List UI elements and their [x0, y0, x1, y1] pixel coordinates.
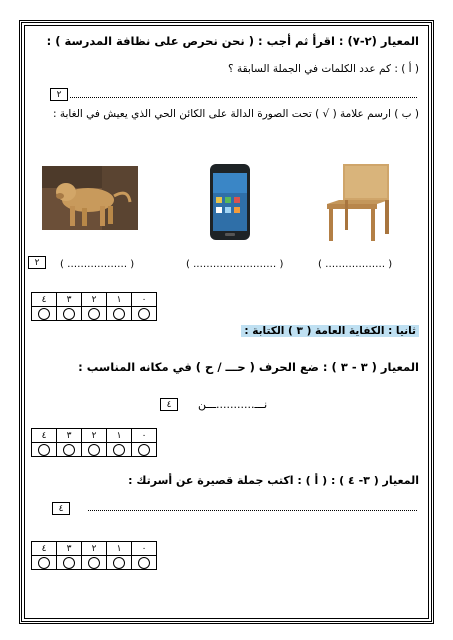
- rubric-value: ١: [107, 429, 132, 443]
- rubric-table-3: [31, 541, 157, 570]
- circle-option-icon[interactable]: [138, 308, 150, 320]
- rubric-value: ٤: [32, 429, 57, 443]
- blank-lion[interactable]: ( ……………… ): [60, 259, 135, 270]
- rubric-value: ٢: [82, 293, 107, 307]
- circle-option-icon[interactable]: [113, 444, 125, 456]
- rubric-option[interactable]: [107, 307, 132, 321]
- rubric-option[interactable]: [82, 443, 107, 457]
- circle-option-icon[interactable]: [63, 444, 75, 456]
- rubric-value: ٠: [132, 542, 157, 556]
- rubric-table-1: [31, 292, 157, 321]
- circle-option-icon[interactable]: [63, 557, 75, 569]
- answer-line-family[interactable]: [88, 510, 417, 511]
- circle-option-icon[interactable]: [63, 308, 75, 320]
- rubric-option[interactable]: [107, 443, 132, 457]
- question-a: ( أ ) : كم عدد الكلمات في الجملة السابقة ؟: [228, 63, 419, 75]
- rubric-option[interactable]: [132, 443, 157, 457]
- rubric-value: ٤: [32, 293, 57, 307]
- rubric-option[interactable]: [82, 556, 107, 570]
- rubric-option[interactable]: [132, 556, 157, 570]
- rubric-option[interactable]: [132, 307, 157, 321]
- circle-option-icon[interactable]: [113, 308, 125, 320]
- score-box-section2: ٤: [160, 398, 178, 411]
- circle-option-icon[interactable]: [38, 444, 50, 456]
- circle-option-icon[interactable]: [138, 557, 150, 569]
- chair-image[interactable]: [321, 162, 395, 242]
- rubric-value: ٤: [32, 542, 57, 556]
- rubric-value: ٠: [132, 429, 157, 443]
- rubric-value: ٢: [82, 429, 107, 443]
- word-fill-blank[interactable]: نـــ...........ـــن: [198, 398, 268, 411]
- rubric-option[interactable]: [57, 556, 82, 570]
- standard-heading-3-4: المعيار ( ٣- ٤ ) : ( أ ) : اكتب جملة قصيرة عن أسرتك :: [128, 474, 419, 487]
- circle-option-icon[interactable]: [38, 308, 50, 320]
- rubric-value: ٢: [82, 542, 107, 556]
- score-box-b: ٢: [28, 256, 46, 269]
- lion-image[interactable]: [42, 166, 138, 230]
- rubric-value: ٣: [57, 429, 82, 443]
- score-box-section3: ٤: [52, 502, 70, 515]
- answer-line-a[interactable]: [70, 97, 417, 98]
- circle-option-icon[interactable]: [138, 444, 150, 456]
- section-title-writing: ثانيا : الكفاية العامة ( ٣ ) الكتابة :: [241, 325, 419, 337]
- rubric-option[interactable]: [82, 307, 107, 321]
- rubric-option[interactable]: [57, 307, 82, 321]
- circle-option-icon[interactable]: [38, 557, 50, 569]
- blank-chair[interactable]: ( ……………… ): [318, 259, 393, 270]
- question-b: ( ب ) ارسم علامة ( √ ) تحت الصورة الدالة على الكائن الحي الذي يعيش في الغابة :: [53, 108, 419, 120]
- circle-option-icon[interactable]: [88, 444, 100, 456]
- rubric-value: ٣: [57, 542, 82, 556]
- rubric-value: ٠: [132, 293, 157, 307]
- circle-option-icon[interactable]: [88, 557, 100, 569]
- score-box-a: ٢: [50, 88, 68, 101]
- rubric-option[interactable]: [32, 307, 57, 321]
- standard-heading-3-3: المعيار ( ٣ - ٣ ) : ضع الحرف ( حـــ / ح ) في مكانه المناسب :: [78, 360, 419, 374]
- rubric-value: ٣: [57, 293, 82, 307]
- rubric-table-2: [31, 428, 157, 457]
- rubric-value: ١: [107, 542, 132, 556]
- blank-phone[interactable]: ( ……………………. ): [186, 259, 284, 270]
- rubric-option[interactable]: [57, 443, 82, 457]
- circle-option-icon[interactable]: [88, 308, 100, 320]
- circle-option-icon[interactable]: [113, 557, 125, 569]
- smartphone-image[interactable]: [209, 163, 251, 241]
- rubric-option[interactable]: [107, 556, 132, 570]
- rubric-value: ١: [107, 293, 132, 307]
- rubric-option[interactable]: [32, 443, 57, 457]
- standard-heading-2-7: المعيار (٢-٧) : اقرأ ثم أجب : ( نحن نحرص على نظافة المدرسة ) :: [46, 34, 419, 48]
- rubric-option[interactable]: [32, 556, 57, 570]
